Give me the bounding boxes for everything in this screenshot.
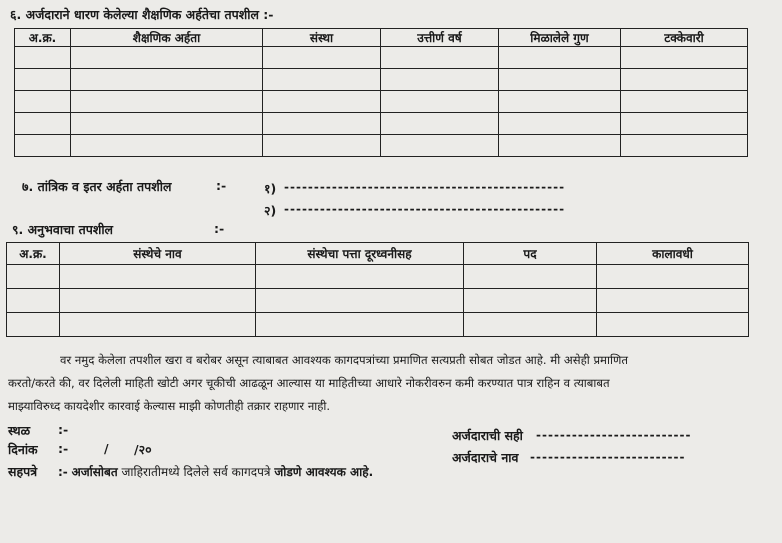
signature-label: अर्जदाराची सही xyxy=(452,428,523,443)
attachments-bold-1: अर्जासोबत xyxy=(71,465,118,479)
tech-qual-2-number: २) xyxy=(264,203,277,218)
education-table xyxy=(14,28,748,157)
table-row[interactable] xyxy=(15,69,748,91)
declaration-line-2: करतो/करते की, वर दिलेली माहिती खोटी अगर चूकीची आढळून आल्यास या माहितीच्या आधारे नोकरीवरुन कमी करण्यात पात्र राहिन व त्याबाबत xyxy=(8,376,610,390)
col-marks: मिळालेले गुण xyxy=(499,29,621,47)
table-row[interactable] xyxy=(15,47,748,69)
col-percentage: टक्केवारी xyxy=(621,29,748,47)
section-7-sep: :- xyxy=(216,178,227,193)
attachments-text: जाहिरातीमध्ये दिलेले सर्व कागदपत्रे xyxy=(121,465,271,479)
col-org-address: संस्थेचा पत्ता दूरध्वनीसह xyxy=(256,243,464,265)
col-sr-no: अ.क्र. xyxy=(7,243,60,265)
tech-qual-1-number: १) xyxy=(264,181,277,196)
col-pass-year: उत्तीर्ण वर्ष xyxy=(381,29,499,47)
experience-header-row xyxy=(7,243,749,265)
table-row[interactable] xyxy=(7,313,749,337)
section-9-sep: :- xyxy=(214,221,225,236)
col-qualification: शैक्षणिक अर्हता xyxy=(71,29,263,47)
declaration-line-3: माझ्याविरुध्द कायदेशीर कारवाई केल्यास माझी कोणतीही तक्रार राहणार नाही. xyxy=(8,399,331,413)
signature-line[interactable]: -------------------------- xyxy=(536,428,692,442)
attachments-sep: :- xyxy=(58,465,68,479)
tech-qual-2-line[interactable]: ----------------------------------------------- xyxy=(284,202,566,216)
declaration-line-1: वर नमुद केलेला तपशील खरा व बरोबर असून त्याबाबत आवश्यक कागदपत्रांच्या प्रमाणित सत्यप्रती सोबत जोडत आहे. मी असेही प्रमाणित xyxy=(60,353,628,367)
date-sep: :- xyxy=(58,441,69,456)
date-slash: / xyxy=(104,441,109,456)
applicant-name-line[interactable]: -------------------------- xyxy=(530,450,686,464)
place-label: स्थळ xyxy=(8,423,31,438)
attachments-bold-2: जोडणे आवश्यक आहे. xyxy=(274,465,374,479)
place-sep: :- xyxy=(58,422,69,437)
tech-qual-1-line[interactable]: ----------------------------------------------- xyxy=(284,180,566,194)
section-6-title: ६. अर्जदाराने धारण केलेल्या शैक्षणिक अर्हतेचा तपशील :- xyxy=(10,7,274,22)
section-7-title: ७. तांत्रिक व इतर अर्हता तपशील xyxy=(22,179,172,194)
applicant-name-label: अर्जदाराचे नाव xyxy=(452,450,519,465)
date-label: दिनांक xyxy=(8,442,38,457)
col-institute: संस्था xyxy=(263,29,381,47)
attachments-note xyxy=(58,463,373,480)
table-row[interactable] xyxy=(15,113,748,135)
education-header-row xyxy=(15,29,748,47)
table-row[interactable] xyxy=(7,265,749,289)
attachments-label: सहपत्रे xyxy=(8,464,38,479)
col-duration: कालावधी xyxy=(597,243,749,265)
col-post: पद xyxy=(464,243,597,265)
experience-table xyxy=(6,242,749,337)
col-sr-no: अ.क्र. xyxy=(15,29,71,47)
table-row[interactable] xyxy=(15,91,748,113)
date-year: /२० xyxy=(134,442,152,457)
table-row[interactable] xyxy=(15,135,748,157)
col-org-name: संस्थेचे नाव xyxy=(60,243,256,265)
section-9-title: ९. अनुभवाचा तपशील xyxy=(12,222,114,237)
table-row[interactable] xyxy=(7,289,749,313)
